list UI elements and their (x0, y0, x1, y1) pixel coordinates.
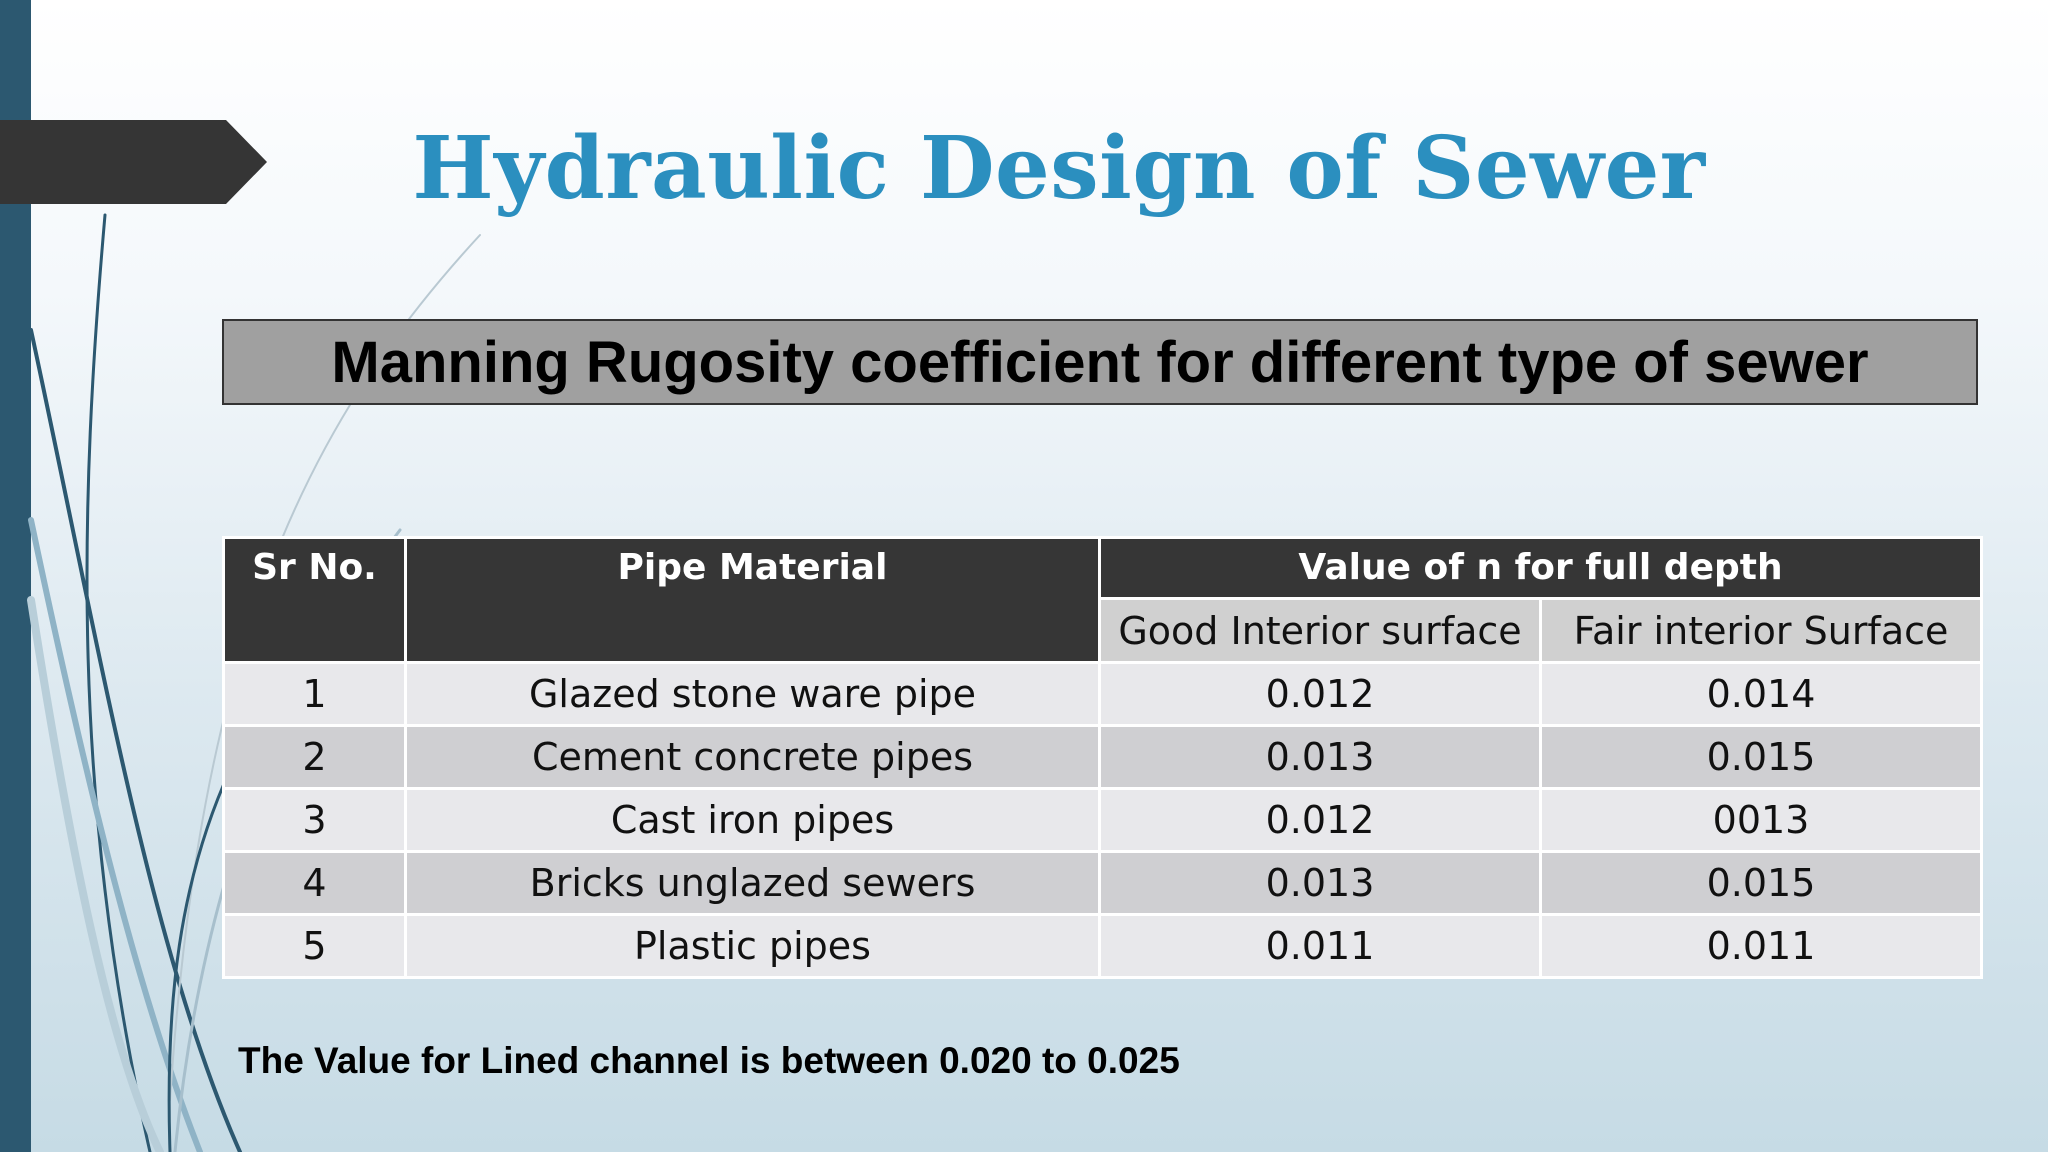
cell-sr: 5 (224, 915, 406, 978)
cell-fair: 0.015 (1541, 852, 1982, 915)
cell-fair: 0013 (1541, 789, 1982, 852)
cell-good: 0.012 (1100, 789, 1541, 852)
cell-sr: 2 (224, 726, 406, 789)
cell-good: 0.013 (1100, 852, 1541, 915)
header-sr-no: Sr No. (224, 538, 406, 663)
table-row (224, 726, 1982, 789)
cell-fair: 0.011 (1541, 915, 1982, 978)
table-row (224, 852, 1982, 915)
cell-good: 0.012 (1100, 663, 1541, 726)
cell-material: Bricks unglazed sewers (406, 852, 1100, 915)
cell-sr: 3 (224, 789, 406, 852)
cell-sr: 4 (224, 852, 406, 915)
cell-fair: 0.015 (1541, 726, 1982, 789)
subtitle-banner (222, 319, 1978, 405)
cell-material: Glazed stone ware pipe (406, 663, 1100, 726)
cell-material: Cement concrete pipes (406, 726, 1100, 789)
subtitle-text: Manning Rugosity coefficient for different type of sewer (331, 329, 1869, 395)
header-good-surface: Good Interior surface (1100, 599, 1541, 663)
cell-good: 0.011 (1100, 915, 1541, 978)
header-value-group: Value of n for full depth (1100, 538, 1982, 599)
rugosity-table (222, 536, 1983, 979)
footnote: The Value for Lined channel is between 0.020 to 0.025 (238, 1040, 1180, 1081)
table-row (224, 789, 1982, 852)
header-fair-surface: Fair interior Surface (1541, 599, 1982, 663)
table-row (224, 663, 1982, 726)
cell-material: Plastic pipes (406, 915, 1100, 978)
table-row (224, 915, 1982, 978)
cell-good: 0.013 (1100, 726, 1541, 789)
header-pipe-material: Pipe Material (406, 538, 1100, 663)
cell-fair: 0.014 (1541, 663, 1982, 726)
slide-title: Hydraulic Design of Sewer (412, 118, 1706, 219)
cell-material: Cast iron pipes (406, 789, 1100, 852)
cell-sr: 1 (224, 663, 406, 726)
